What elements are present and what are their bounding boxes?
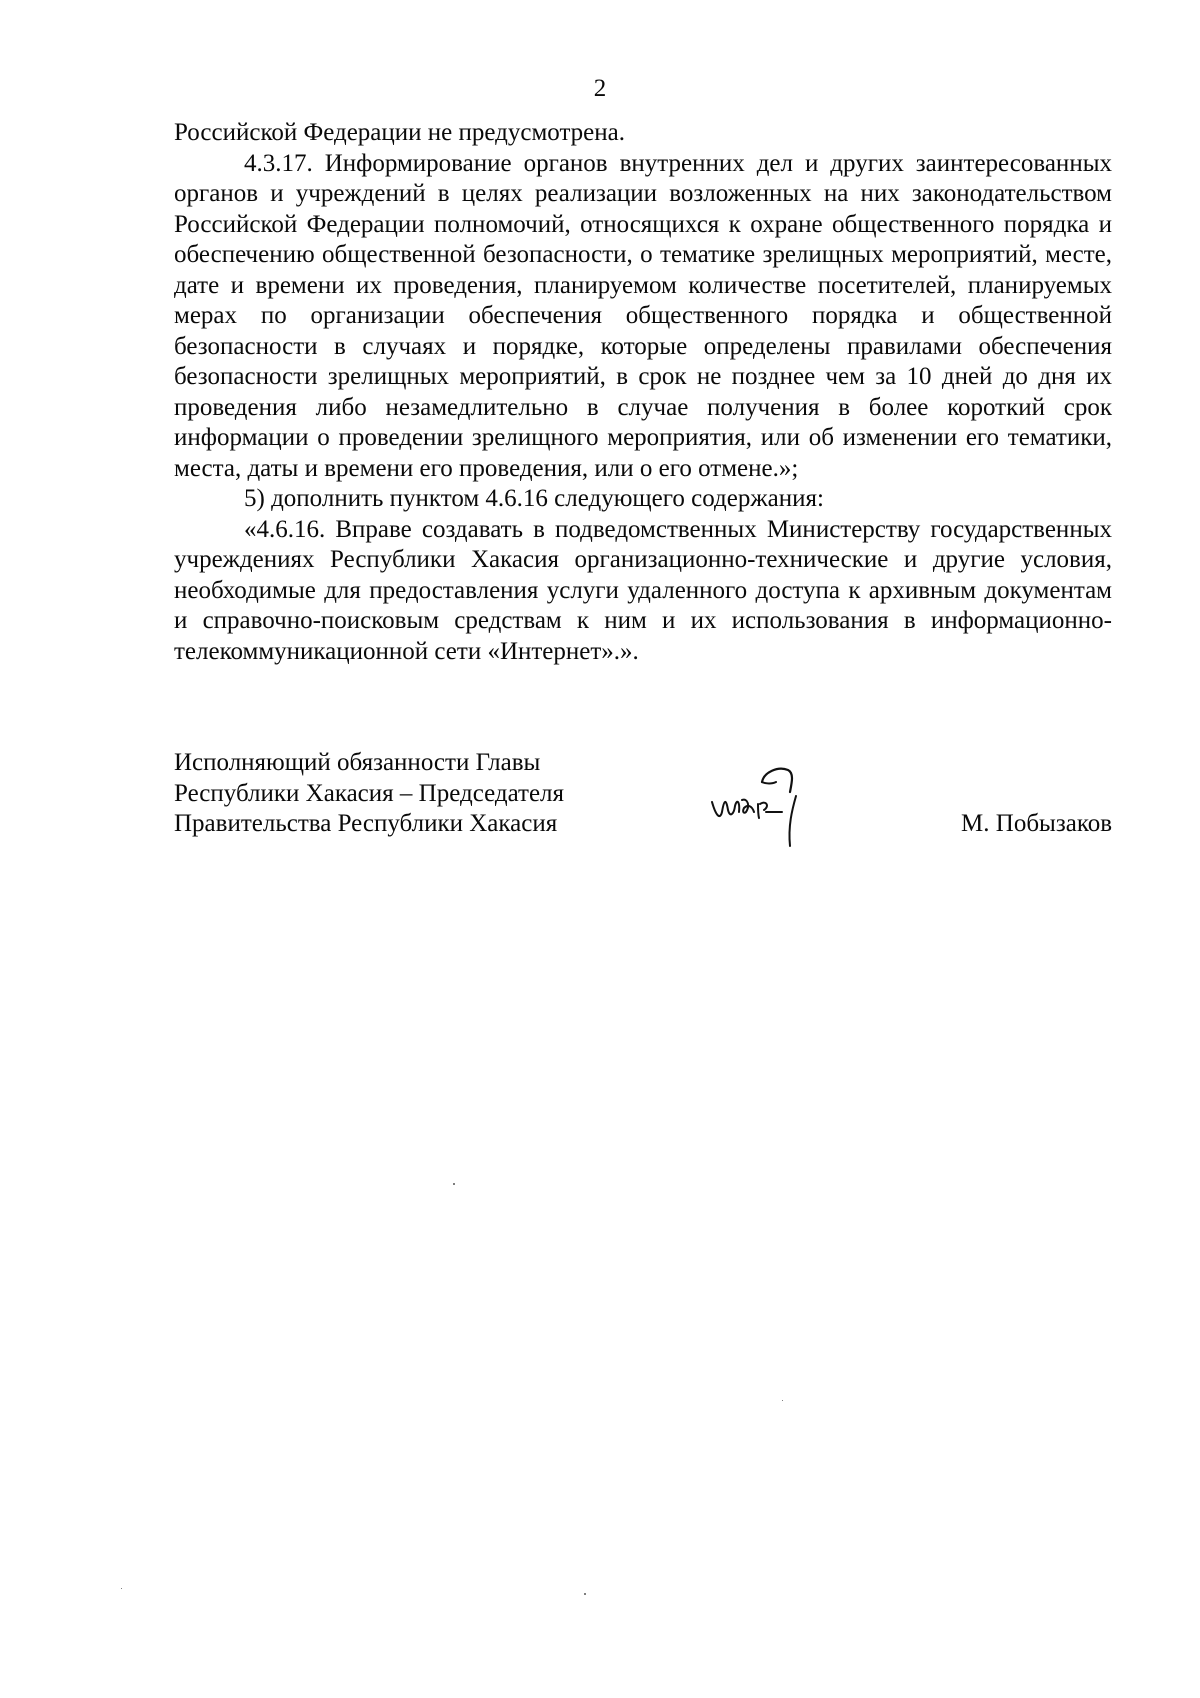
handwritten-signature [704,754,854,854]
signer-title-line: Исполняющий обязанности Главы [174,749,541,776]
signer-title-line: Правительства Республики Хакасия [174,810,558,837]
signer-name: М. Побызаков [961,810,1112,837]
scan-speck [121,1588,122,1589]
scan-speck [782,1400,783,1401]
paragraph-clause-4-3-17: 4.3.17. Информирование органов внутренних дел и других заинтересованных органов и учреждений в целях реализации возложенных на них законодательством Российской Федерации полномочий, относящихся к охране общественного порядка и обеспечению общественной безопасности, о тематике зрелищных мероприятий, месте, дате и времени их проведения, планируемом количестве посетителей, планируемых мерах по организации обеспечения общественного порядка и общественной безопасности в случаях и порядке, которые определены правилами обеспечения безопасности зрелищных мероприятий, в срок не позднее чем за 10 дней до дня их проведения либо незамедлительно в случае получения в более короткий срок информации о проведении зрелищного мероприятия, или об изменении его тематики, места, даты и времени его проведения, или о его отмене.»; [174,149,1112,482]
page-number: 2 [593,75,607,102]
paragraph-clause-4-6-16: «4.6.16. Вправе создавать в подведомственных Министерству государственных учреждениях Республики Хакасия организационно-технические и другие условия, необходимые для предоставления услуги удаленного доступа к архивным документам и справочно-поисковым средствам к ним и их использования в информационно-телекоммуникационной сети «Интернет».». [174,515,1112,665]
paragraph-amendment-5: 5) дополнить пунктом 4.6.16 следующего содержания: [244,485,824,512]
scan-speck [453,1183,455,1185]
document-body [174,118,1112,667]
signer-title-line: Республики Хакасия – Председателя [174,779,565,807]
paragraph-continuation: Российской Федерации не предусмотрена. [174,119,626,146]
signature-block [174,748,1112,858]
signer-title [174,748,634,840]
scan-speck [584,1593,586,1595]
